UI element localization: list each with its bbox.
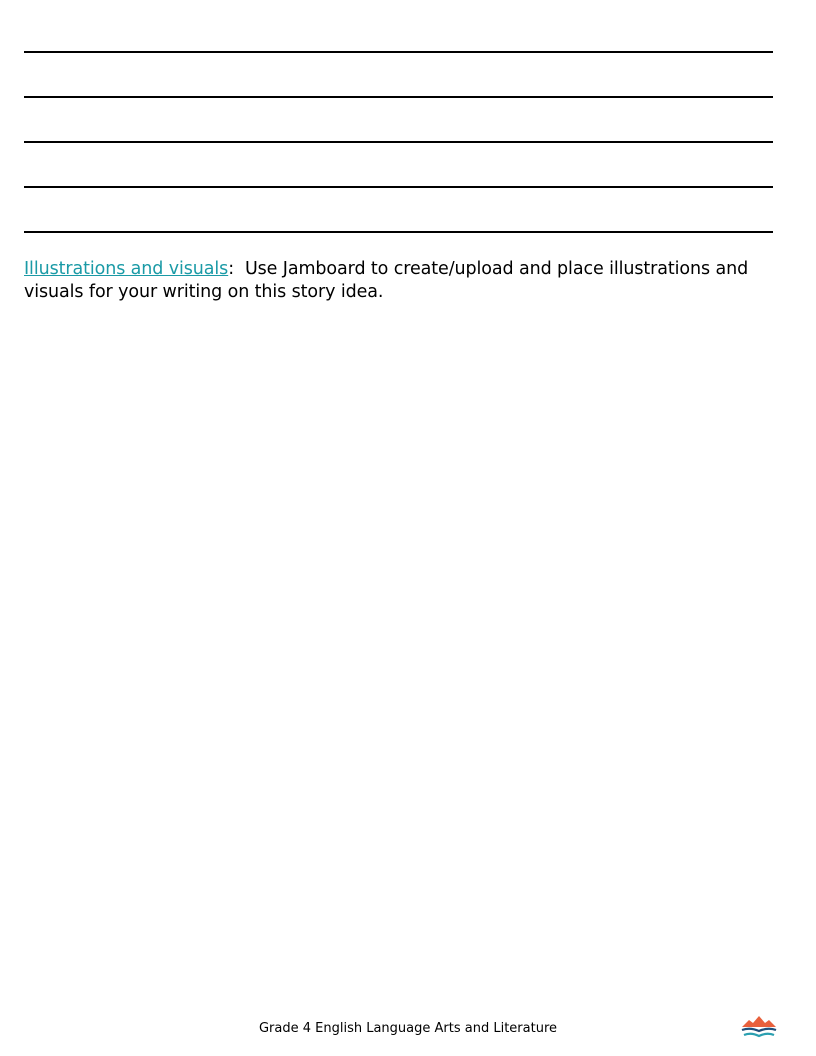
writing-line	[24, 51, 773, 53]
writing-line	[24, 186, 773, 188]
writing-line	[24, 231, 773, 233]
writing-line	[24, 96, 773, 98]
page-footer: Grade 4 English Language Arts and Literature	[258, 1021, 558, 1036]
illustrations-and-visuals-link[interactable]: Illustrations and visuals	[24, 259, 229, 279]
illustrations-instruction	[24, 258, 784, 304]
logo-book-top	[742, 1029, 776, 1031]
instruction-colon: :	[228, 259, 234, 279]
mountain-book-logo-icon	[740, 1013, 778, 1039]
logo-mountains	[742, 1016, 776, 1027]
logo-book-bottom	[744, 1034, 774, 1036]
instruction-body: Use Jamboard to create/upload and place illustrations and visuals for your writing on this story idea.	[24, 259, 749, 302]
writing-line	[24, 141, 773, 143]
